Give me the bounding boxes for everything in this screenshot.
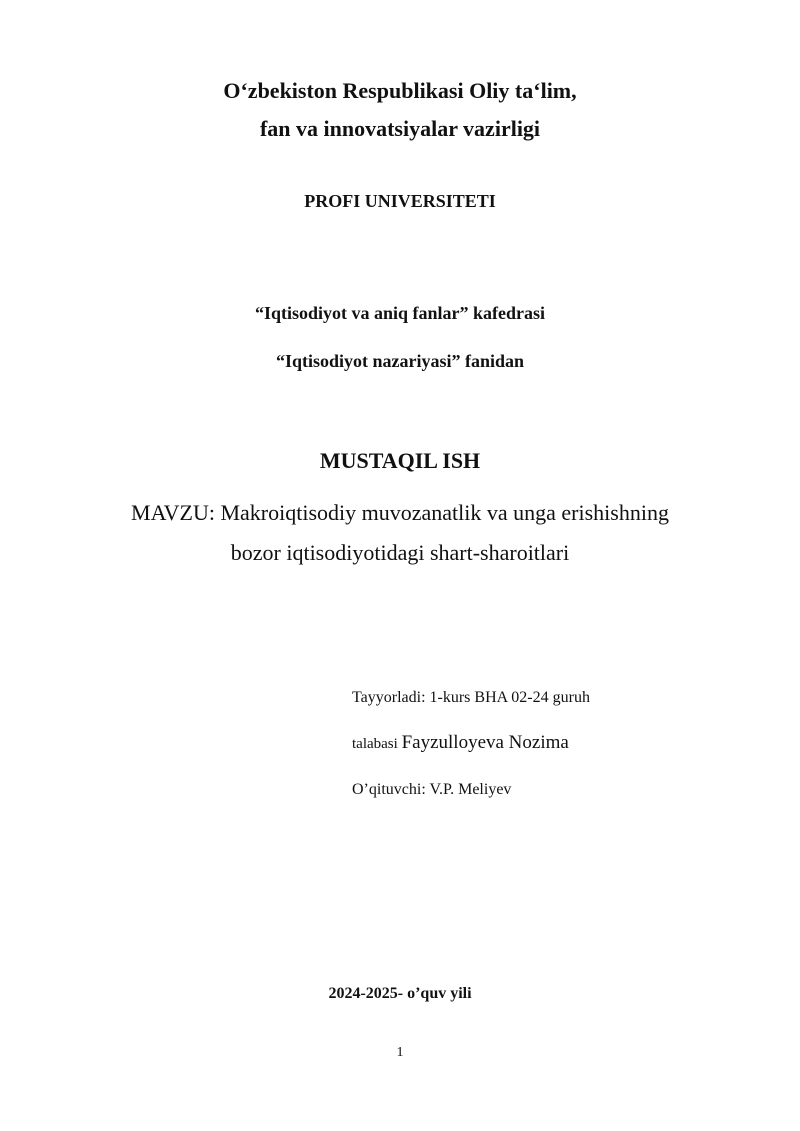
prepared-by: Tayyorladi: 1-kurs BHA 02-24 guruh xyxy=(352,689,590,706)
topic-line-1: MAVZU: Makroiqtisodiy muvozanatlik va unga erishishning xyxy=(131,500,669,525)
student-line xyxy=(352,733,569,752)
university-name: PROFI UNIVERSITETI xyxy=(304,191,496,211)
ministry-title-line-2: fan va innovatsiyalar vazirligi xyxy=(259,116,541,141)
ministry-title-line-1: O‘zbekiston Respublikasi Oliy ta‘lim, xyxy=(223,78,577,103)
department-name: “Iqtisodiyot va aniq fanlar” kafedrasi xyxy=(254,303,546,323)
student-name: Fayzulloyeva Nozima xyxy=(401,732,569,753)
student-prefix: talabasi xyxy=(352,736,402,752)
subject-name: “Iqtisodiyot nazariyasi” fanidan xyxy=(275,351,525,371)
academic-year: 2024-2025- o’quv yili xyxy=(328,985,472,1002)
teacher-name: O’qituvchi: V.P. Meliyev xyxy=(352,781,512,798)
work-type-title: MUSTAQIL ISH xyxy=(319,448,481,473)
page-number: 1 xyxy=(396,1045,404,1060)
topic-line-2: bozor iqtisodiyotidagi shart-sharoitlari xyxy=(230,540,570,565)
